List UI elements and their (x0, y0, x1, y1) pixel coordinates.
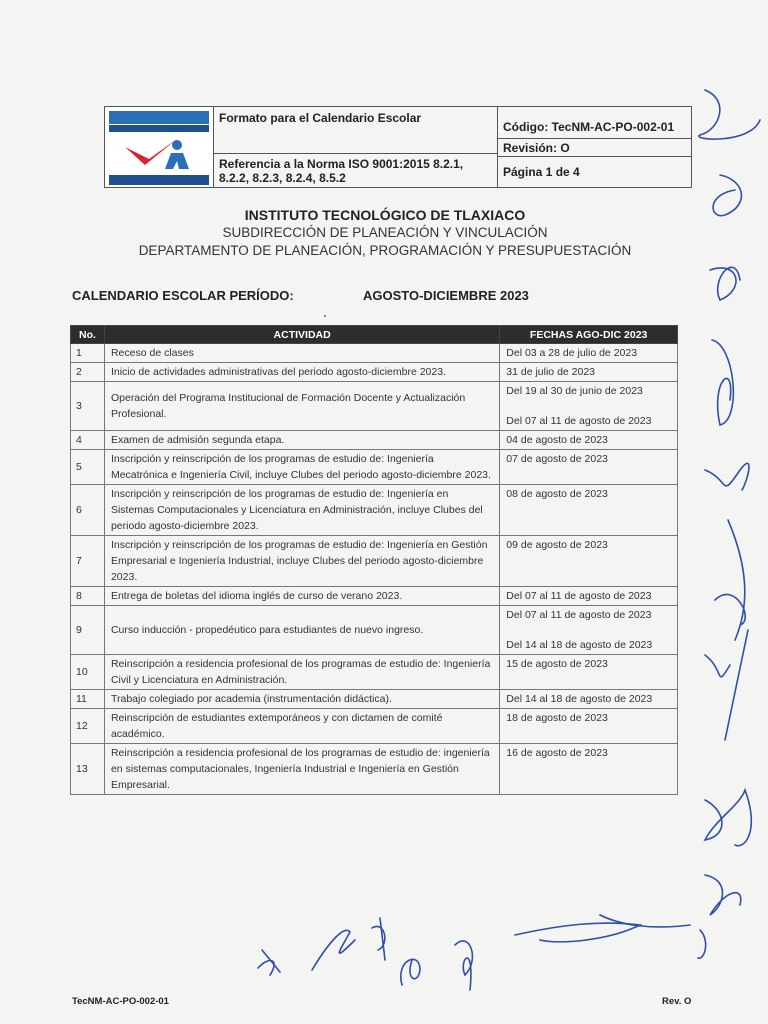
row-activity: Curso inducción - propedéutico para estudiantes de nuevo ingreso. (104, 606, 499, 655)
signature-mark (372, 918, 385, 960)
row-date-entry: Del 14 al 18 de agosto de 2023 (506, 639, 653, 651)
row-date-entry: Del 07 al 11 de agosto de 2023 (506, 609, 652, 621)
table-row (71, 655, 678, 690)
row-number: 9 (71, 606, 105, 655)
row-dates (500, 690, 678, 709)
table-row (71, 485, 678, 536)
document-titles (60, 206, 710, 260)
row-number: 1 (71, 344, 105, 363)
signature-mark (258, 950, 280, 975)
column-header-dates: FECHAS AGO-DIC 2023 (500, 326, 678, 344)
table-row (71, 382, 678, 431)
row-number: 4 (71, 431, 105, 450)
row-date-entry: 08 de agosto de 2023 (506, 488, 608, 500)
row-number: 10 (71, 655, 105, 690)
row-dates (500, 606, 678, 655)
norm-reference: Referencia a la Norma ISO 9001:2015 8.2.1, 8.2.2, 8.2.3, 8.2.4, 8.5.2 (219, 157, 464, 185)
row-dates (500, 536, 678, 587)
row-date-entry: 09 de agosto de 2023 (506, 539, 608, 551)
signature-mark (705, 630, 748, 740)
row-number: 8 (71, 587, 105, 606)
table-row (71, 587, 678, 606)
department-name: DEPARTAMENTO DE PLANEACIÓN, PROGRAMACIÓN Y PRESUPUESTACIÓN (138, 243, 632, 258)
page-number: Página 1 de 4 (503, 165, 580, 179)
document-header (104, 106, 692, 188)
row-dates (500, 655, 678, 690)
signature-mark (705, 463, 749, 490)
column-header-no: No. (71, 326, 105, 344)
document-revision: Revisión: O (497, 139, 691, 157)
table-row (71, 344, 678, 363)
format-title: Formato para el Calendario Escolar (213, 107, 497, 154)
signature-mark (705, 790, 751, 846)
table-row (71, 690, 678, 709)
row-number: 13 (71, 744, 105, 795)
table-row (71, 744, 678, 795)
document-code: Código: TecNM-AC-PO-002-01 (497, 107, 691, 139)
row-dates (500, 431, 678, 450)
row-date-entry: Del 19 al 30 de junio de 2023 (506, 385, 643, 397)
subdirection-name: SUBDIRECCIÓN DE PLANEACIÓN Y VINCULACIÓN (222, 225, 548, 240)
row-dates (500, 450, 678, 485)
calendar-label: CALENDARIO ESCOLAR PERÍODO: (72, 288, 294, 303)
row-number: 12 (71, 709, 105, 744)
signature-mark (600, 915, 690, 927)
table-row (71, 450, 678, 485)
signature-mark (705, 875, 741, 915)
footer-code: TecNM-AC-PO-002-01 (72, 996, 169, 1007)
signature-mark (710, 267, 740, 300)
table-header-row (71, 326, 678, 344)
row-activity: Reinscripción a residencia profesional de los programas de estudio de: Ingeniería Civil y Licenciatura en Administración. (104, 655, 499, 690)
row-date-entry: Del 14 al 18 de agosto de 2023 (506, 693, 653, 705)
row-number: 6 (71, 485, 105, 536)
signature-mark (312, 930, 355, 970)
row-activity: Trabajo colegiado por academia (instrumentación didáctica). (104, 690, 499, 709)
signature-mark (699, 90, 760, 139)
signature-mark (455, 941, 472, 990)
row-activity: Entrega de boletas del idioma inglés de curso de verano 2023. (104, 587, 499, 606)
table-row (71, 606, 678, 655)
table-row (71, 431, 678, 450)
table-row (71, 536, 678, 587)
row-dates (500, 363, 678, 382)
logo-cert-bar (109, 125, 209, 132)
row-date-entry: 04 de agosto de 2023 (506, 434, 608, 446)
row-number: 11 (71, 690, 105, 709)
row-activity: Inscripción y reinscripción de los programas de estudio de: Ingeniería en Sistemas Computacionales y Licenciatura en Administración, incluye Clubes del periodo agosto-diciembre 2023. (104, 485, 499, 536)
row-date-entry: Del 07 al 11 de agosto de 2023 (506, 590, 652, 602)
signature-mark (515, 923, 640, 942)
logo-tecnm-bar (109, 175, 209, 185)
row-dates (500, 485, 678, 536)
checkmark-logo-icon (119, 133, 199, 173)
signature-mark (401, 959, 420, 985)
column-header-activity: ACTIVIDAD (104, 326, 499, 344)
row-date-entry: 31 de julio de 2023 (506, 366, 596, 378)
row-dates (500, 587, 678, 606)
institute-name: INSTITUTO TECNOLÓGICO DE TLAXIACO (244, 207, 526, 223)
row-date-entry: Del 03 a 28 de julio de 2023 (506, 347, 638, 359)
row-dates (500, 344, 678, 363)
row-dates (500, 744, 678, 795)
table-body (71, 344, 678, 795)
calendar-table (70, 325, 678, 795)
row-activity: Inscripción y reinscripción de los programas de estudio de: Ingeniería en Gestión Empresarial e Ingeniería Industrial, incluye Clubes del periodo agosto-diciembre 2023. (104, 536, 499, 587)
row-date-entry: Del 07 al 11 de agosto de 2023 (506, 415, 652, 427)
table-row (71, 709, 678, 744)
row-number: 3 (71, 382, 105, 431)
row-number: 7 (71, 536, 105, 587)
row-activity: Receso de clases (104, 344, 499, 363)
row-dates (500, 709, 678, 744)
row-date-entry: 07 de agosto de 2023 (506, 453, 608, 465)
calendar-heading (72, 288, 529, 303)
signature-mark (713, 175, 741, 216)
signature-mark (712, 340, 733, 425)
row-dates (500, 382, 678, 431)
footer-revision: Rev. O (662, 996, 692, 1007)
row-activity: Examen de admisión segunda etapa. (104, 431, 499, 450)
calendar-period: AGOSTO-DICIEMBRE 2023 (363, 288, 529, 303)
row-activity: Inicio de actividades administrativas del periodo agosto-diciembre 2023. (104, 363, 499, 382)
signature-mark (715, 520, 745, 640)
row-date-entry: 18 de agosto de 2023 (506, 712, 608, 724)
row-activity: Inscripción y reinscripción de los programas de estudio de: Ingeniería Mecatrónica e Ingeniería Civil, incluye Clubes del periodo agosto-diciembre 2023. (104, 450, 499, 485)
row-number: 2 (71, 363, 105, 382)
row-activity: Operación del Programa Institucional de Formación Docente y Actualización Profesional. (104, 382, 499, 431)
table-row (71, 363, 678, 382)
sgc-tecnm-logo (105, 107, 214, 187)
signature-mark (698, 930, 706, 958)
row-number: 5 (71, 450, 105, 485)
logo-sgc-text (109, 111, 209, 124)
row-date-entry: 15 de agosto de 2023 (506, 658, 608, 670)
row-activity: Reinscripción a residencia profesional de los programas de estudio de: ingeniería en sistemas computacionales, Ingeniería Industrial e Ingeniería en Gestión Empresarial. (104, 744, 499, 795)
scan-speck (324, 315, 326, 317)
row-activity: Reinscripción de estudiantes extemporáneos y con dictamen de comité académico. (104, 709, 499, 744)
row-date-entry: 16 de agosto de 2023 (506, 747, 608, 759)
